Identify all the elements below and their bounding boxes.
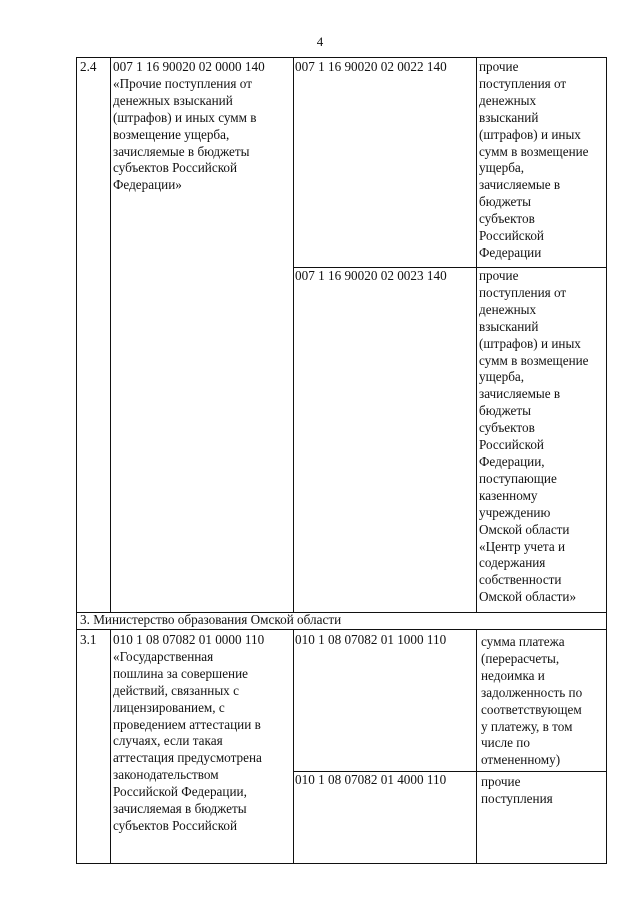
row-2-4-sub-1-code: 007 1 16 90020 02 0022 140 (295, 59, 447, 74)
col-border-num (110, 57, 111, 612)
section-3-title: 3. Министерство образования Омской области (80, 612, 342, 627)
page-number: 4 (316, 34, 324, 49)
col-border-num-3 (110, 629, 111, 863)
row-3-1-sub-2-desc: прочие поступления (481, 774, 553, 806)
col-border-left (76, 57, 77, 863)
col-border-code (476, 57, 477, 612)
col-border-code-3 (476, 629, 477, 863)
section-divider-bottom (76, 629, 607, 630)
row-3-1-sub-1-code: 010 1 08 07082 01 1000 110 (295, 632, 447, 647)
row-2-4-main-code: 007 1 16 90020 02 0000 140 «Прочие поступления от денежных взысканий (штрафов) и иных сумм в возмещение ущерба, зачисляемые в бюджеты субъектов Российской Федерации» (113, 59, 265, 193)
row-3-1-number: 3.1 (80, 632, 97, 647)
col-border-main-3 (293, 629, 294, 863)
row-3-1-sub-2-code: 010 1 08 07082 01 4000 110 (295, 772, 447, 787)
row-2-4-sub-2-code: 007 1 16 90020 02 0023 140 (295, 268, 447, 283)
row-2-4-sub-1-desc: прочие поступления от денежных взысканий (штрафов) и иных сумм в возмещение ущерба, зачисляемые в бюджеты субъектов Российской Федерации (479, 59, 589, 260)
col-border-right (606, 57, 607, 863)
row-2-4-sub-2-desc: прочие поступления от денежных взысканий (штрафов) и иных сумм в возмещение ущерба, зачисляемые в бюджеты субъектов Российской Федерации, поступающие казенному учреждению Омской области «Центр учета и содержания собственности Омской области» (479, 268, 589, 605)
table-bottom-border (76, 863, 607, 864)
table-top-border (76, 57, 607, 58)
row-3-1-main-code: 010 1 08 07082 01 0000 110 «Государственная пошлина за совершение действий, связанных с лицензированием, с проведением аттестации в случаях, если такая аттестация предусмотрена законодательством Российской Федерации, зачисляемая в бюджеты субъектов Российской (113, 632, 265, 833)
row-2-4-number: 2.4 (80, 59, 97, 74)
row-3-1-sub-1-desc: сумма платежа (перерасчеты, недоимка и задолженность по соответствующем у платежу, в том числе по отмененному) (481, 634, 583, 768)
col-border-main (293, 57, 294, 612)
